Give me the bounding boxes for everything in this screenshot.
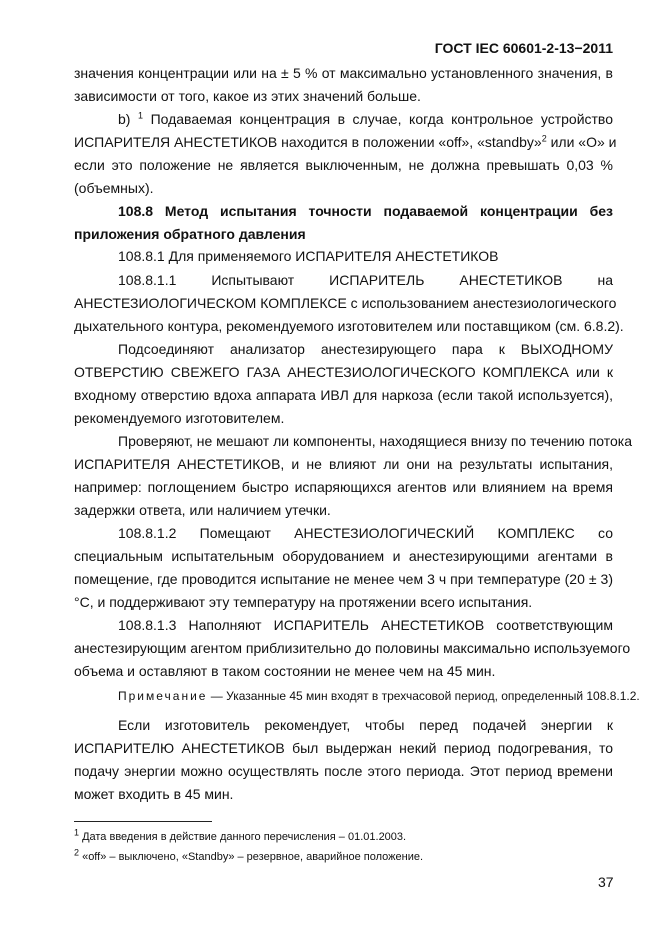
footnote-text: «off» – выключено, «Standby» – резервное, аварийное положение. (79, 851, 424, 863)
paragraph-check (74, 430, 633, 522)
paragraph-warmup (74, 714, 613, 806)
text-line: специальным испытательным оборудованием и анестезирующими агентами в (74, 548, 613, 564)
text-line: 108.8.1.2 Помещают АНЕСТЕЗИОЛОГИЧЕСКИЙ КОМПЛЕКС со (118, 525, 613, 541)
note-text: — Указанные 45 мин входят в трехчасовой период, определенный 108.8.1.2. (207, 689, 640, 703)
footnote-separator (74, 821, 212, 822)
text-line: рекомендуемого изготовителем. (74, 410, 285, 426)
text-line: задержки ответа, или наличием утечки. (74, 502, 331, 518)
text-line: 108.8.1 Для применяемого ИСПАРИТЕЛЯ АНЕСТЕТИКОВ (118, 248, 499, 264)
clause-108-8-1-1 (74, 269, 624, 338)
page-number: 37 (598, 874, 614, 890)
heading-line: приложения обратного давления (74, 226, 306, 242)
text-line: Подсоединяют анализатор анестезирующего пара к ВЫХОДНОМУ (118, 341, 613, 357)
text-line: ИСПАРИТЕЛЯ АНЕСТЕТИКОВ, и не влияют ли они на результаты испытания, (74, 456, 613, 472)
text-line: зависимости от того, какое из этих значений больше. (74, 88, 421, 104)
footnote-ref-2: 2 (541, 133, 547, 144)
text-span: ИСПАРИТЕЛЯ АНЕСТЕТИКОВ находится в положении «off», «standby» (74, 134, 542, 150)
footnote-mark: 2 (74, 847, 80, 858)
text-line: объема и оставляют в таком состоянии не менее чем на 45 мин. (74, 663, 496, 679)
subsection-108-8-1 (74, 245, 613, 268)
text-line (74, 131, 617, 154)
text-line: анестезирующим агентом приблизительно до половины максимально используемого (74, 640, 631, 656)
text-line: Если изготовитель рекомендует, чтобы перед подачей энергии к (118, 717, 613, 733)
text-line: например: поглощением быстро испаряющихся агентов или влиянием на время (74, 479, 613, 495)
text-line: (объемных). (74, 180, 154, 196)
text-line: дыхательного контура, рекомендуемого изготовителем или поставщиком (см. 6.8.2). (74, 318, 624, 334)
heading-line: 108.8 Метод испытания точности подаваемой концентрации без (118, 203, 613, 219)
text-line: если это положение не является выключенным, не должна превышать 0,03 % (74, 157, 613, 173)
text-line: 108.8.1.3 Наполняют ИСПАРИТЕЛЬ АНЕСТЕТИКОВ соответствующим (118, 617, 613, 633)
text-span: Подаваемая концентрация в случае, когда контрольное устройство (150, 111, 613, 127)
text-line: может входить в 45 мин. (74, 786, 234, 802)
text-line: значения концентрации или на ± 5 % от максимально установленного значения, в (74, 65, 613, 81)
paragraph-item-b (74, 108, 617, 200)
note (74, 685, 640, 708)
section-heading (74, 200, 613, 246)
text-line: °С, и поддерживают эту температуру на протяжении всего испытания. (74, 594, 533, 610)
text-line: ИСПАРИТЕЛЮ АНЕСТЕТИКОВ был выдержан некий период подогревания, то (74, 740, 613, 756)
paragraph-connect (74, 338, 613, 430)
clause-108-8-1-2 (74, 522, 613, 614)
text-line: входному отверстию вдоха аппарата ИВЛ для наркоза (если такой используется), (74, 387, 613, 403)
footnote-text: Дата введения в действие данного перечисления – 01.01.2003. (79, 831, 407, 843)
text-line: 108.8.1.1 Испытывают ИСПАРИТЕЛЬ АНЕСТЕТИКОВ на (118, 272, 613, 288)
item-label: b) (118, 111, 131, 127)
note-label: Примечание (118, 689, 208, 703)
note-line (74, 685, 640, 708)
document-header: ГОСТ IEC 60601-2-13−2011 (434, 40, 613, 56)
text-line: Проверяют, не мешают ли компоненты, находящиеся внизу по течению потока (118, 433, 633, 449)
footnote-mark: 1 (74, 827, 80, 838)
footnote-2 (74, 847, 424, 863)
text-line (74, 108, 613, 131)
paragraph-continuation (74, 62, 613, 108)
text-line: подачу энергии можно осуществлять после этого периода. Этот период времени (74, 763, 613, 779)
footnote-1 (74, 827, 407, 843)
footnote-ref-1: 1 (138, 110, 144, 121)
text-line: ОТВЕРСТИЮ СВЕЖЕГО ГАЗА АНЕСТЕЗИОЛОГИЧЕСКОГО КОМПЛЕКСА или к (74, 364, 613, 380)
text-line: помещение, где проводится испытание не менее чем 3 ч при температуре (20 ± 3) (74, 571, 613, 587)
clause-108-8-1-3 (74, 614, 631, 683)
text-line: АНЕСТЕЗИОЛОГИЧЕСКОМ КОМПЛЕКСЕ с использованием анестезиологического (74, 295, 617, 311)
text-span: или «О» и (546, 134, 617, 150)
